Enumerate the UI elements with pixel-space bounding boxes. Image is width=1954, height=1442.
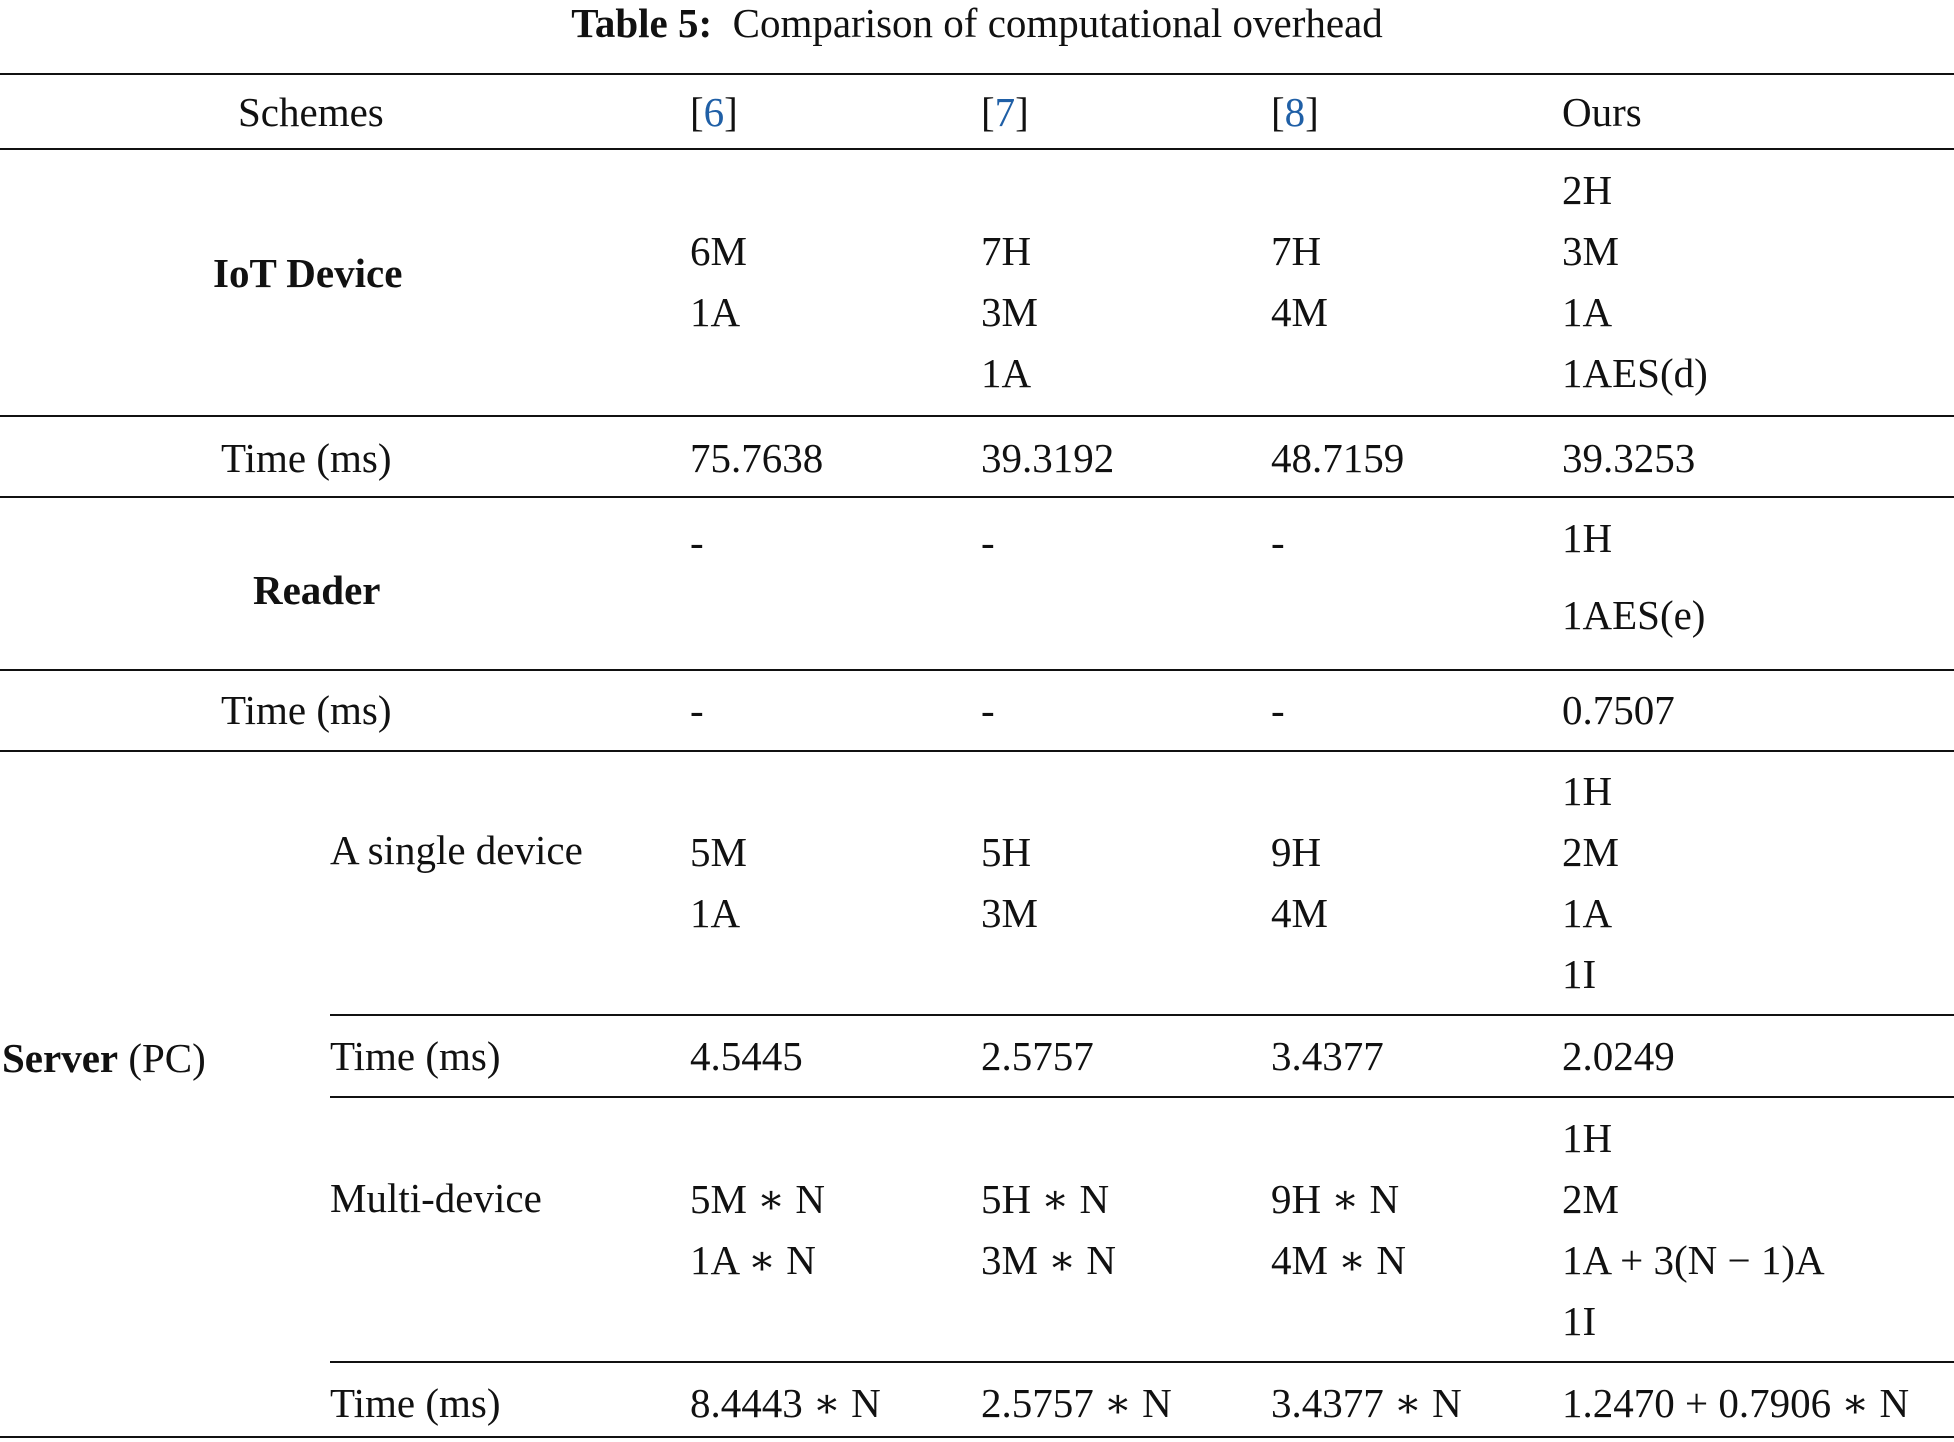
- cell-value: 1A: [981, 350, 1032, 396]
- cell-value: 3M: [1562, 228, 1619, 274]
- cell-value: 1A: [1562, 890, 1613, 936]
- citation-link[interactable]: 6: [703, 89, 725, 135]
- cell-value: 1I: [1562, 1298, 1597, 1344]
- header-ref-8[interactable]: [8]: [1271, 89, 1319, 135]
- server-label-rest: (PC): [118, 1035, 206, 1081]
- row-label-iot-device: IoT Device: [213, 250, 403, 296]
- iot-time-7: 39.3192: [981, 435, 1115, 481]
- citation-link[interactable]: 7: [994, 89, 1016, 135]
- reader-time-7: -: [981, 687, 995, 733]
- reader-time-label: Time (ms): [221, 687, 392, 733]
- cell-value: 1A: [690, 289, 741, 335]
- single-cell-7: [981, 822, 1038, 944]
- cell-value: 5M ∗ N: [690, 1176, 825, 1222]
- cell-value: 1A + 3(N − 1)A: [1562, 1237, 1825, 1283]
- single-cell-8: [1271, 822, 1328, 944]
- cell-value: 1H: [1562, 768, 1613, 814]
- cell-value: 1A ∗ N: [690, 1237, 816, 1283]
- reader-rule: [0, 669, 1954, 671]
- cell-value: 9H: [1271, 829, 1322, 875]
- multi-device-label: Multi-device: [330, 1175, 542, 1221]
- header-ref-6[interactable]: [6]: [690, 89, 738, 135]
- reader-cell-7: -: [981, 519, 995, 565]
- reader-time-8: -: [1271, 687, 1285, 733]
- iot-cell-ours: [1562, 160, 1708, 404]
- server-label-bold: Server: [2, 1035, 119, 1081]
- cell-value: 3M: [981, 289, 1038, 335]
- iot-time-rule: [0, 496, 1954, 498]
- table-label: Table 5:: [571, 0, 713, 46]
- multi-time-ours: 1.2470 + 0.7906 ∗ N: [1562, 1380, 1910, 1426]
- table-caption: [0, 0, 1954, 46]
- multi-cell-6: [690, 1169, 825, 1291]
- multi-cell-7: [981, 1169, 1116, 1291]
- cell-value: 4M ∗ N: [1271, 1237, 1406, 1283]
- header-rule: [0, 148, 1954, 150]
- cell-value: 1I: [1562, 951, 1597, 997]
- cell-value: 9H ∗ N: [1271, 1176, 1400, 1222]
- header-ref-7[interactable]: [7]: [981, 89, 1029, 135]
- cell-value: 1H: [1562, 1115, 1613, 1161]
- iot-cell-8: [1271, 221, 1328, 343]
- iot-cell-7: [981, 221, 1038, 404]
- cell-value: 7H: [1271, 228, 1322, 274]
- iot-time-6: 75.7638: [690, 435, 824, 481]
- cell-value: 4M: [1271, 289, 1328, 335]
- single-cell-6: [690, 822, 747, 944]
- cell-value: 7H: [981, 228, 1032, 274]
- cell-value: 6M: [690, 228, 747, 274]
- multi-cell-ours: [1562, 1108, 1825, 1352]
- single-time-6: 4.5445: [690, 1033, 803, 1079]
- cell-value: 2M: [1562, 829, 1619, 875]
- cell-value: 2M: [1562, 1176, 1619, 1222]
- row-label-reader: Reader: [253, 567, 381, 613]
- reader-ours-1: 1H: [1562, 515, 1613, 561]
- multi-time-8: 3.4377 ∗ N: [1271, 1380, 1462, 1426]
- cell-value: 4M: [1271, 890, 1328, 936]
- cell-value: 2H: [1562, 167, 1613, 213]
- header-ours: Ours: [1562, 89, 1642, 135]
- single-cell-ours: [1562, 761, 1619, 1005]
- cell-value: 5H ∗ N: [981, 1176, 1110, 1222]
- multi-time-7: 2.5757 ∗ N: [981, 1380, 1172, 1426]
- cell-value: 5H: [981, 829, 1032, 875]
- header-schemes: Schemes: [238, 89, 384, 135]
- single-time-rule: [330, 1096, 1954, 1098]
- iot-time-label: Time (ms): [221, 435, 392, 481]
- reader-ours-2: 1AES(e): [1562, 592, 1706, 638]
- citation-link[interactable]: 8: [1284, 89, 1306, 135]
- iot-time-ours: 39.3253: [1562, 435, 1696, 481]
- cell-value: 3M: [981, 890, 1038, 936]
- table-title: Comparison of computational overhead: [732, 0, 1383, 46]
- iot-cell-6: [690, 221, 747, 343]
- cell-value: 5M: [690, 829, 747, 875]
- single-device-label: A single device: [330, 827, 583, 873]
- reader-time-ours: 0.7507: [1562, 687, 1675, 733]
- reader-cell-8: -: [1271, 519, 1285, 565]
- cell-value: 1A: [690, 890, 741, 936]
- row-label-server: [2, 1035, 206, 1081]
- iot-time-8: 48.7159: [1271, 435, 1405, 481]
- single-rule: [330, 1014, 1954, 1016]
- reader-time-rule: [0, 750, 1954, 752]
- cell-value: 1AES(d): [1562, 350, 1708, 396]
- cell-value: 1A: [1562, 289, 1613, 335]
- reader-time-6: -: [690, 687, 704, 733]
- single-time-8: 3.4377: [1271, 1033, 1384, 1079]
- multi-rule: [330, 1361, 1954, 1363]
- top-rule: [0, 73, 1954, 75]
- single-time-label: Time (ms): [330, 1033, 501, 1079]
- cell-value: 3M ∗ N: [981, 1237, 1116, 1283]
- multi-time-6: 8.4443 ∗ N: [690, 1380, 881, 1426]
- bottom-rule: [0, 1436, 1954, 1438]
- multi-cell-8: [1271, 1169, 1406, 1291]
- single-time-7: 2.5757: [981, 1033, 1094, 1079]
- reader-cell-6: -: [690, 519, 704, 565]
- iot-rule: [0, 415, 1954, 417]
- single-time-ours: 2.0249: [1562, 1033, 1675, 1079]
- multi-time-label: Time (ms): [330, 1380, 501, 1426]
